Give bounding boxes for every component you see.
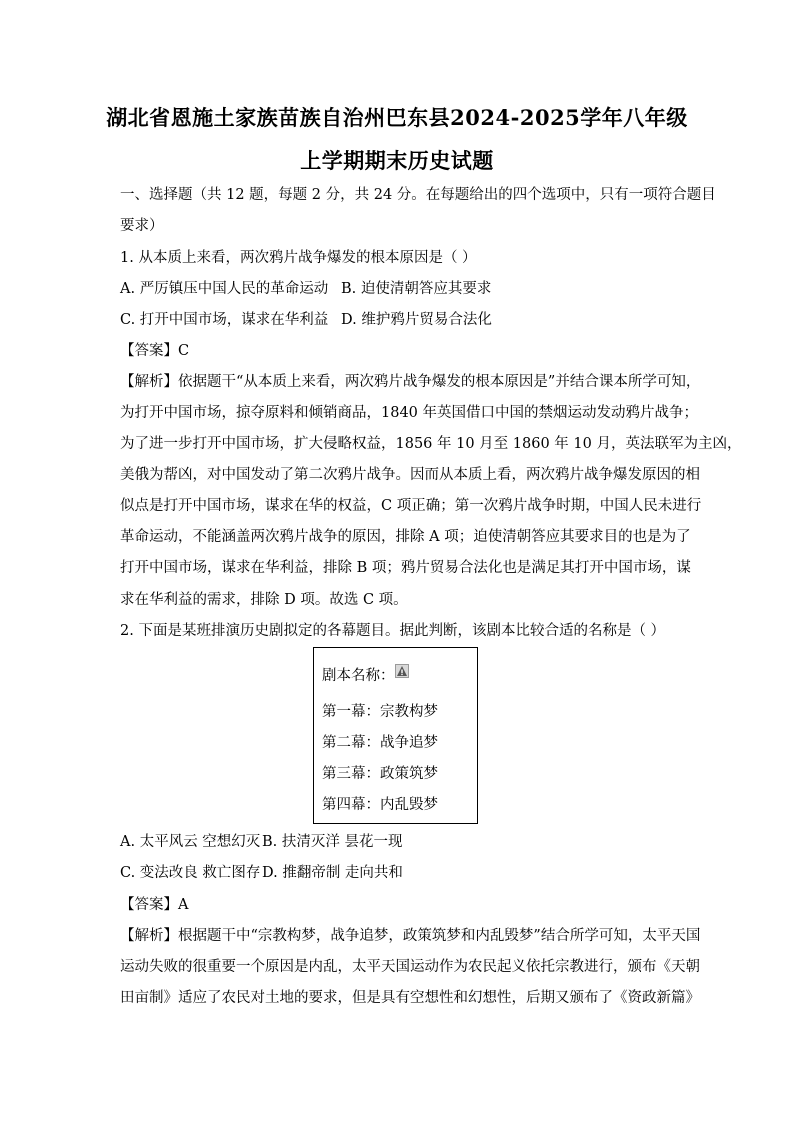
q1-answer: 【答案】C [120,343,190,359]
q1-analysis-line: 打开中国市场，谋求在华利益，排除 B 项；鸦片贸易合法化也是满足其打开中国市场，谋 [120,560,691,576]
doc-title-line1: 湖北省恩施土家族苗族自治州巴东县2024-2025学年八年级 [106,105,688,130]
q1-analysis-line: 为了进一步打开中国市场，扩大侵略权益，1856 年 10 月至 1860 年 10 月，英法联军为主凶， [120,436,742,452]
q2-option-b: B. 扶清灭洋 昙花一现 [262,834,403,850]
q1-analysis-line: 革命运动，不能涵盖两次鸦片战争的原因，排除 A 项；迫使清朝答应其要求目的也是为了 [120,529,691,545]
script-title-box [313,647,478,824]
q1-option-b: B. 迫使清朝答应其要求 [341,281,492,297]
q1-analysis-line: 美俄为帮凶，对中国发动了第二次鸦片战争。因而从本质上看，两次鸦片战争爆发原因的相 [120,467,700,483]
section-heading-line2: 要求） [120,218,164,234]
q1-option-d: D. 维护鸦片贸易合法化 [341,312,492,328]
doc-title-line2: 上学期期末历史试题 [300,148,494,173]
missing-image-icon [395,664,409,678]
q1-stem: 1. 从本质上来看，两次鸦片战争爆发的根本原因是（ ） [120,250,477,266]
q1-analysis-line: 求在华利益的需求，排除 D 项。故选 C 项。 [120,592,408,608]
q2-analysis-line: 【解析】根据题干中“宗教构梦，战争追梦，政策筑梦和内乱毁梦”结合所学可知，太平天国 [120,928,701,944]
q2-option-d: D. 推翻帝制 走向共和 [262,865,403,881]
q2-stem: 2. 下面是某班排演历史剧拟定的各幕题目。据此判断，该剧本比较合适的名称是（ ） [120,623,666,639]
q2-analysis-line: 运动失败的很重要一个原因是内乱，太平天国运动作为农民起义依托宗教进行，颁布《天朝 [120,959,700,975]
q1-option-c: C. 打开中国市场，谋求在华利益 [120,312,329,328]
q1-analysis-line: 【解析】依据题干“从本质上来看，两次鸦片战争爆发的根本原因是”并结合课本所学可知， [120,374,701,390]
script-act-4: 第四幕：内乱毁梦 [322,797,438,813]
q2-option-c: C. 变法改良 救亡图存 [120,865,261,881]
q1-analysis-line: 似点是打开中国市场，谋求在华的权益，C 项正确；第一次鸦片战争时期，中国人民未进行 [120,498,702,514]
q2-option-a: A. 太平风云 空想幻灭 [120,834,261,850]
script-act-1: 第一幕：宗教构梦 [322,704,438,720]
script-name-label: 剧本名称： [322,668,395,684]
q2-answer: 【答案】A [120,897,189,913]
script-act-3: 第三幕：政策筑梦 [322,766,438,782]
section-heading-line1: 一、选择题（共 12 题，每题 2 分，共 24 分。在每题给出的四个选项中，只有一项符合题目 [120,187,716,203]
q2-analysis-line: 田亩制》适应了农民对土地的要求，但是具有空想性和幻想性，后期又颁布了《资政新篇》 [120,990,700,1006]
script-act-2: 第二幕：战争追梦 [322,735,438,751]
q1-option-a: A. 严厉镇压中国人民的革命运动 [120,281,329,297]
q1-analysis-line: 为打开中国市场，掠夺原料和倾销商品，1840 年英国借口中国的禁烟运动发动鸦片战争； [120,405,699,421]
